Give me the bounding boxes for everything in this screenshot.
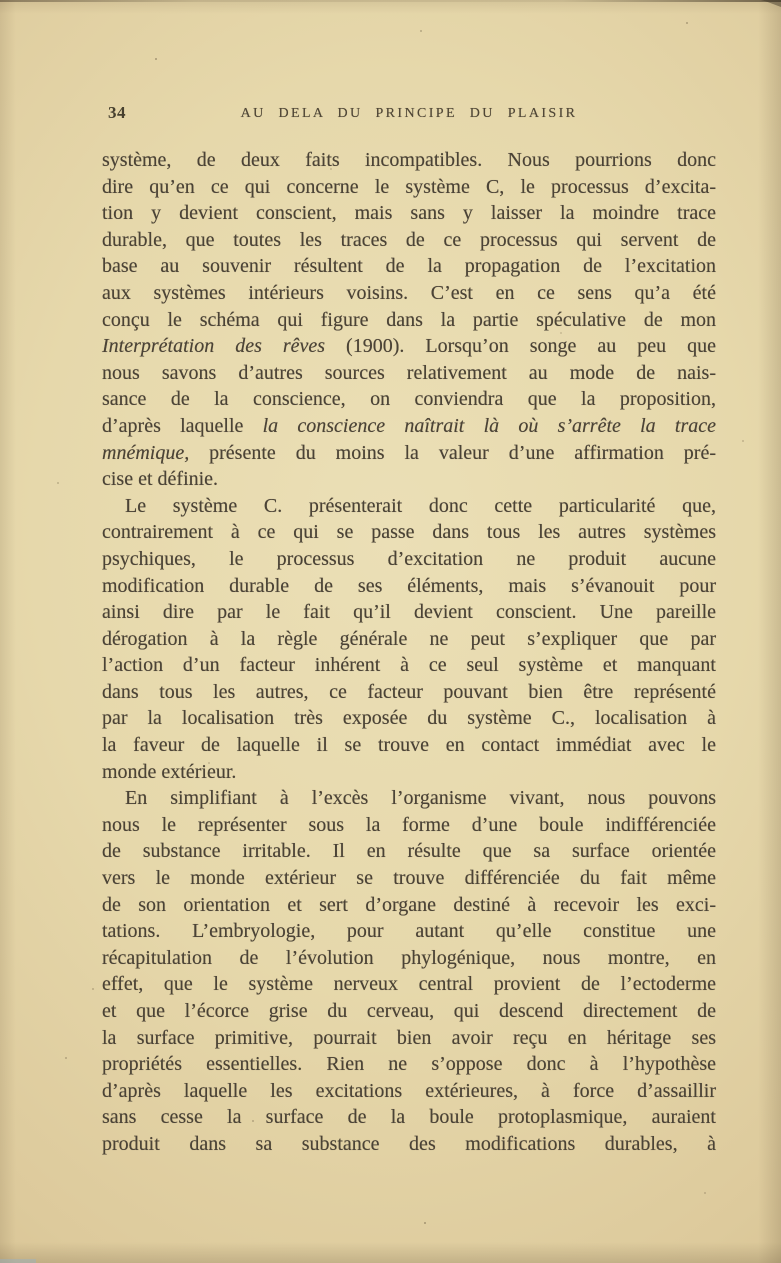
text-line bbox=[102, 945, 716, 972]
text-segment: base au souvenir résultent de la propagation de l’excitation bbox=[102, 255, 716, 278]
text-line bbox=[102, 333, 716, 360]
text-line bbox=[102, 865, 716, 892]
text-line bbox=[102, 626, 716, 653]
text-line bbox=[102, 200, 716, 227]
text-line bbox=[102, 1131, 716, 1158]
text-segment: (1900). Lorsqu’on songe au peu que bbox=[325, 335, 716, 358]
text-segment: monde extérieur. bbox=[102, 760, 237, 783]
text-segment: propriétés essentielles. Rien ne s’oppose donc à l’hypothèse bbox=[102, 1053, 716, 1076]
text-segment: aux systèmes intérieurs voisins. C’est en ce sens qu’a été bbox=[102, 281, 716, 304]
text-line bbox=[102, 546, 716, 573]
text-segment: présente du moins la valeur d’une affirmation pré- bbox=[189, 441, 716, 464]
text-segment: tations. L’embryologie, pour autant qu’elle constitue une bbox=[102, 920, 716, 943]
text-segment: système, de deux faits incompatibles. Nous pourrions donc bbox=[102, 149, 716, 171]
text-line bbox=[102, 386, 716, 413]
paragraph bbox=[102, 785, 716, 1157]
text-line bbox=[102, 918, 716, 945]
text-segment: dérogation à la règle générale ne peut s’expliquer que par bbox=[102, 627, 716, 650]
text-segment: produit dans sa substance des modifications durables, à bbox=[102, 1132, 716, 1155]
text-segment: effet, que le système nerveux central provient de l’ectoderme bbox=[102, 973, 716, 996]
text-segment: cise et définie. bbox=[102, 468, 219, 491]
text-segment: sans cesse la surface de la boule protoplasmique, auraient bbox=[102, 1106, 716, 1129]
text-segment: ainsi dire par le fait qu’il devient conscient. Une pareille bbox=[102, 601, 716, 624]
text-segment: la faveur de laquelle il se trouve en contact immédiat avec le bbox=[102, 734, 716, 757]
text-line bbox=[102, 440, 716, 467]
text-line bbox=[102, 493, 716, 520]
text-line bbox=[102, 466, 716, 493]
text-line bbox=[102, 759, 716, 786]
text-line bbox=[102, 785, 716, 812]
text-segment: l’action d’un facteur inhérent à ce seul système et manquant bbox=[102, 654, 716, 677]
text-segment: Le système C. présenterait donc cette particularité que, bbox=[125, 494, 716, 517]
text-segment: nous le représenter sous la forme d’une boule indifférenciée bbox=[102, 813, 716, 836]
text-line bbox=[102, 1025, 716, 1052]
text-segment: de substance irritable. Il en résulte que sa surface orientée bbox=[102, 840, 716, 863]
text-segment: par la localisation très exposée du système C., localisation à bbox=[102, 707, 716, 730]
page-number: 34 bbox=[108, 103, 126, 122]
scan-bottom-mark bbox=[0, 1259, 36, 1263]
text-segment: sance de la conscience, on conviendra que la proposition, bbox=[102, 388, 716, 411]
text-segment: et que l’écorce grise du cerveau, qui descend directement de bbox=[102, 1000, 716, 1022]
text-line bbox=[102, 227, 716, 254]
text-line bbox=[102, 307, 716, 334]
text-line bbox=[102, 838, 716, 865]
text-segment: d’après laquelle les excitations extérieures, à force d’assaillir bbox=[102, 1079, 716, 1102]
text-segment: dire qu’en ce qui concerne le système C, le processus d’excita- bbox=[102, 175, 716, 198]
text-segment: d’après laquelle bbox=[102, 414, 263, 437]
text-segment: de son orientation et sert d’organe destiné à recevoir les exci- bbox=[102, 893, 716, 916]
text-line bbox=[102, 280, 716, 307]
text-line bbox=[102, 413, 716, 440]
text-line bbox=[102, 679, 716, 706]
text-line bbox=[102, 652, 716, 679]
text-line bbox=[102, 1078, 716, 1105]
text-line bbox=[102, 971, 716, 998]
text-segment: la surface primitive, pourrait bien avoir reçu en héritage ses bbox=[102, 1026, 716, 1049]
text-segment: récapitulation de l’évolution phylogénique, nous montre, en bbox=[102, 946, 716, 969]
text-line bbox=[102, 892, 716, 919]
text-line bbox=[102, 705, 716, 732]
paragraph bbox=[102, 147, 716, 493]
text-line bbox=[102, 599, 716, 626]
text-segment: nous savons d’autres sources relativement au mode de nais- bbox=[102, 361, 716, 384]
text-segment: vers le monde extérieur se trouve différenciée du fait même bbox=[102, 867, 716, 890]
text-segment: En simplifiant à l’excès l’organisme vivant, nous pouvons bbox=[125, 787, 716, 810]
text-line bbox=[102, 360, 716, 387]
text-segment: conçu le schéma qui figure dans la partie spéculative de mon bbox=[102, 308, 716, 331]
text-segment: contrairement à ce qui se passe dans tous les autres systèmes bbox=[102, 521, 716, 544]
text-line bbox=[102, 174, 716, 201]
text-line bbox=[102, 519, 716, 546]
paper-specks bbox=[155, 58, 157, 60]
text-line bbox=[102, 732, 716, 759]
text-line bbox=[102, 573, 716, 600]
running-title: AU DELA DU PRINCIPE DU PLAISIR bbox=[240, 106, 578, 121]
text-line bbox=[102, 812, 716, 839]
text-block bbox=[102, 147, 716, 1158]
text-line bbox=[102, 1051, 716, 1078]
text-segment: psychiques, le processus d’excitation ne produit aucune bbox=[102, 547, 716, 570]
text-line bbox=[102, 253, 716, 280]
text-segment: tion y devient conscient, mais sans y laisser la moindre trace bbox=[102, 202, 716, 225]
text-segment: durable, que toutes les traces de ce processus qui servent de bbox=[102, 228, 716, 251]
text-line bbox=[102, 147, 716, 174]
text-segment: dans tous les autres, ce facteur pouvant bien être représenté bbox=[102, 680, 716, 703]
italic-text: Interprétation des rêves bbox=[102, 335, 326, 358]
page-header bbox=[102, 103, 716, 123]
italic-text: la conscience naîtrait là où s’arrête la trace bbox=[262, 414, 716, 437]
italic-text: mnémique, bbox=[102, 441, 190, 464]
text-segment: modification durable de ses éléments, mais s’évanouit pour bbox=[102, 574, 716, 597]
text-line bbox=[102, 998, 716, 1025]
scan-top-edge bbox=[0, 0, 781, 2]
paragraph bbox=[102, 493, 716, 786]
text-line bbox=[102, 1104, 716, 1131]
